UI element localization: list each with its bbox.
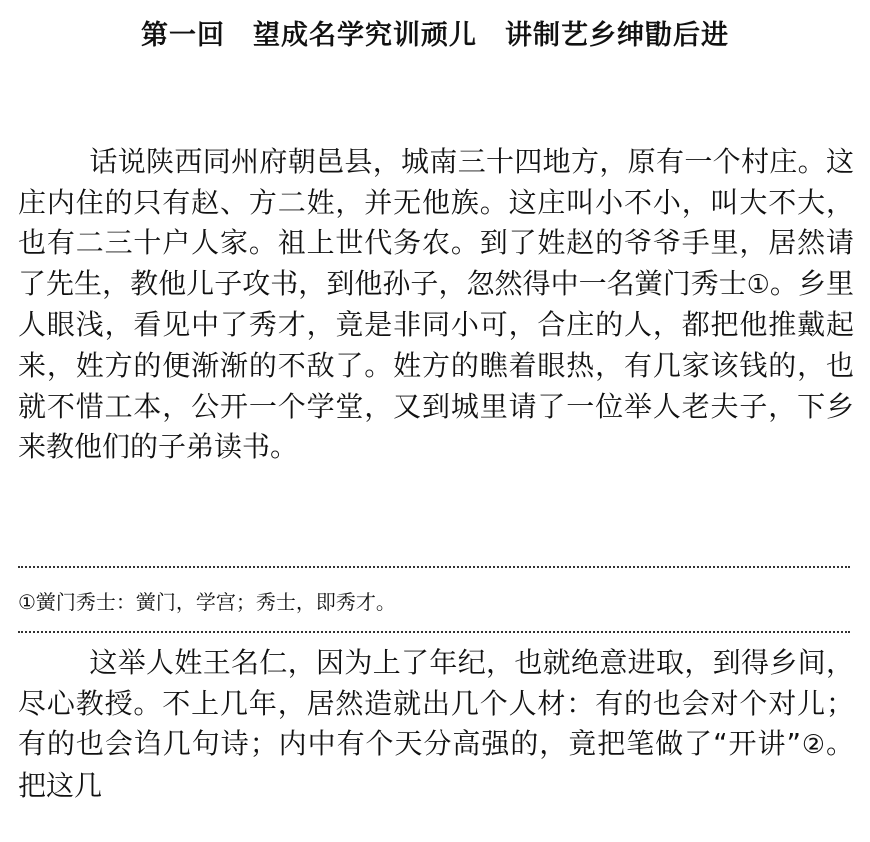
footnote-divider-top bbox=[18, 566, 850, 568]
paragraph-2-text-after: 。把这几 bbox=[18, 727, 854, 802]
footnote-ref-1: ① bbox=[746, 269, 770, 300]
footnote-divider-bottom bbox=[18, 631, 850, 633]
footnote-1: ①黉门秀士：黉门，学宫；秀士，即秀才。 bbox=[18, 590, 396, 614]
footnote-ref-2: ② bbox=[800, 730, 826, 761]
paragraph-2-text: 这举人姓王名仁，因为上了年纪，也就绝意进取，到得乡间，尽心教授。不上几年，居然造就出几个人材：有的也会对个对儿；有的也会诌几句诗；内中有个天分高强的，竟把笔做了“开讲” bbox=[18, 646, 854, 761]
paragraph-1-text: 话说陕西同州府朝邑县，城南三十四地方，原有一个村庄。这庄内住的只有赵、方二姓，并无他族。这庄叫小不小，叫大不大，也有二三十户人家。祖上世代务农。到了姓赵的爷爷手里，居然请了先生，教他儿子攻书，到他孙子，忽然得中一名黉门秀士 bbox=[18, 145, 854, 300]
body-paragraph-1 bbox=[18, 142, 854, 468]
body-paragraph-2 bbox=[18, 643, 854, 811]
chapter-title: 第一回 望成名学究训顽儿 讲制艺乡绅勖后进 bbox=[141, 20, 729, 51]
paragraph-1-text-after: 。乡里人眼浅，看见中了秀才，竟是非同小可，合庄的人，都把他推戴起来，姓方的便渐渐的不敌了。姓方的瞧着眼热，有几家该钱的，也就不惜工本，公开一个学堂，又到城里请了一位举人老夫子，下乡来教他们的子弟读书。 bbox=[18, 266, 854, 464]
